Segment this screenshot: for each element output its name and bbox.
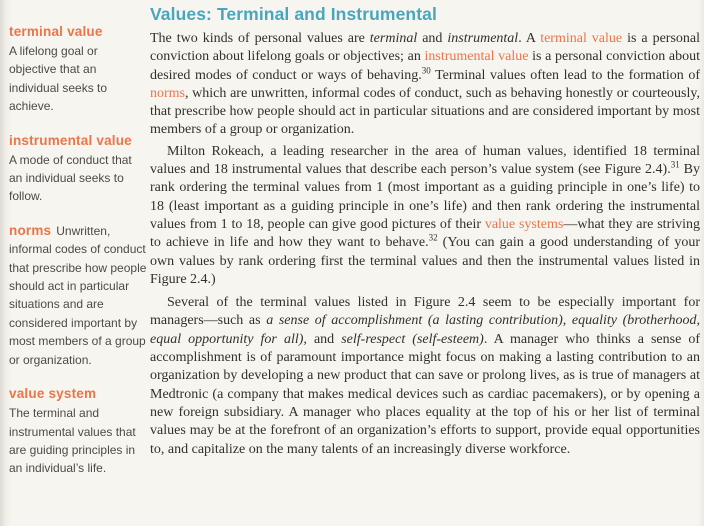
glossary-definition: A lifelong goal or objective that an individual seeks to achieve. xyxy=(9,44,108,114)
key-term: instrumental value xyxy=(424,49,529,65)
text-run: is a personal conviction about lifelong goals or objectives; an xyxy=(150,31,700,65)
glossary-entries xyxy=(9,23,147,478)
text-run: Several of the terminal values listed in Figure 2.4 seem to be especially important for managers—such as xyxy=(150,295,700,329)
text-run: self-respect (self-esteem) xyxy=(341,331,484,347)
footnote-reference: 32 xyxy=(428,232,438,243)
glossary-definition: A mode of conduct that an individual seeks to follow. xyxy=(9,152,132,204)
text-run: is a personal conviction about desired modes of conduct or ways of behaving. xyxy=(150,49,700,83)
glossary-definition: Unwritten, informal codes of conduct that prescribe how people should act in particular situations and are considered important by most members of a group or organization. xyxy=(9,223,147,367)
key-term: terminal value xyxy=(540,31,623,46)
text-run: Milton Rokeach, a leading researcher in the area of human values, identified 18 terminal values and 18 instrumental values that describe each person’s value system (see Figure 2.4). xyxy=(150,143,700,178)
text-run: a sense of accomplishment (a lasting contribution), equality (brotherhood, equal opportunity for all), xyxy=(150,313,701,347)
footnote-reference: 31 xyxy=(670,159,680,170)
text-run: (You can gain a good understanding of your own values by rank ordering first the terminal values and then the instrumental values listed in Figure 2.4.) xyxy=(150,235,700,287)
paragraph xyxy=(150,143,700,289)
margin-glossary xyxy=(9,23,147,494)
paragraph xyxy=(150,30,700,140)
paragraph xyxy=(150,294,700,459)
text-run: The two kinds of personal values are xyxy=(150,31,370,46)
body-paragraphs xyxy=(150,30,700,459)
text-run: terminal xyxy=(369,31,418,46)
glossary-definition: The terminal and instrumental values that are guiding principles in an individual’s life. xyxy=(9,406,136,476)
glossary-entry xyxy=(9,132,147,206)
text-run: . A xyxy=(518,31,541,46)
section-heading: Values: Terminal and Instrumental xyxy=(150,4,437,24)
key-term: value systems xyxy=(484,216,564,232)
glossary-term: instrumental value xyxy=(9,132,132,148)
text-run: , which are unwritten, informal codes of conduct, such as behaving honestly or courteously, that prescribe how people should act in particular situations and are considered important by most members of a group or organization. xyxy=(150,85,700,138)
glossary-entry xyxy=(9,385,147,478)
text-run: and xyxy=(306,331,342,347)
glossary-term: norms xyxy=(9,222,52,238)
main-column xyxy=(150,3,700,462)
key-term: norms xyxy=(150,85,185,101)
glossary-entry xyxy=(9,222,147,369)
glossary-term: value system xyxy=(9,386,97,402)
text-run: —what they are striving to achieve in life and how they want to behave. xyxy=(150,216,701,251)
text-run: . A manager who thinks a sense of accomplishment is of paramount importance might focus on making a lasting contribution to an organization by developing a new product that can save or prolong lives, as is true of managers at Medtronic (a company that makes medical devices such as cardiac pacemakers), or by opening a new foreign subsidiary. A manager who places equality at the top of his or her list of terminal values may be at the forefront of an organization’s efforts to support, provide equal opportunities to, and capitalize on the many talents of an increasingly diverse workforce. xyxy=(150,331,701,457)
footnote-reference: 30 xyxy=(421,64,431,75)
glossary-term: terminal value xyxy=(9,24,103,39)
text-run: Terminal values often lead to the formation of xyxy=(430,67,700,83)
text-run: and xyxy=(417,31,448,46)
glossary-entry xyxy=(9,23,147,116)
text-run: By rank ordering the terminal values from 1 (most important as a guiding principle in one’s life) to 18 (least important as a guiding principle in one’s life) and then rank ordering the instrumental values from 1 to 18, people can give good pictures of their xyxy=(150,162,700,232)
text-run: instrumental xyxy=(447,31,519,46)
